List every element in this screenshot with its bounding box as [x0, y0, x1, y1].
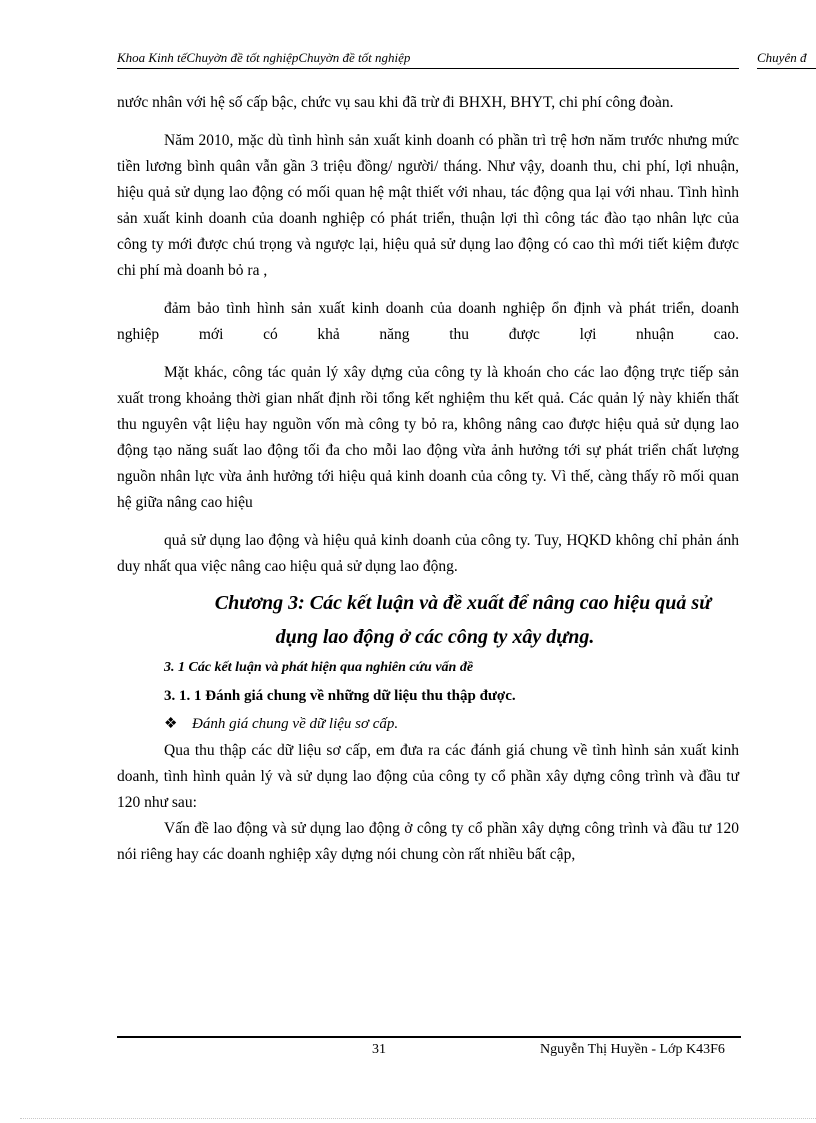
paragraph-7: Vấn đề lao động và sử dụng lao động ở công ty cổ phần xây dựng công trình và đầu tư 120 nói riêng hay các doanh nghiệp xây dựng nói chung còn rất nhiều bất cập,: [117, 820, 739, 863]
page-number: 31: [372, 1042, 386, 1057]
section-heading-3-1: 3. 1 Các kết luận và phát hiện qua nghiên cứu vấn đề: [164, 660, 474, 675]
chapter-title-line-1: Chương 3: Các kết luận và đề xuất để nâng cao hiệu quả sử: [214, 592, 712, 614]
bullet-item: [117, 710, 739, 738]
document-body: [117, 90, 739, 868]
header-left-text: Khoa Kinh tếChuyờn đề tốt nghiệpChuyờn đề tốt nghiệp: [117, 50, 411, 65]
header-rule: [117, 68, 739, 69]
bullet-text: Đánh giá chung về dữ liệu sơ cấp.: [192, 716, 399, 732]
paragraph-4: Mặt khác, công tác quản lý xây dựng của công ty là khoán cho các lao động trực tiếp sản xuất trong khoảng thời gian nhất định rồi tổng kết nghiệm thu kết quả. Các quản lý này khiến thất thu nguyên vật liệu hay nguồn vốn mà công ty bỏ ra, không nâng cao được hiệu quả sử dụng lao động tạo năng suất lao động tối đa cho mỗi lao động vừa ảnh hưởng tới sự phát triển chất lượng nguồn nhân lực vừa ảnh hưởng tới hiệu quả kinh doanh của công ty. Vì thế, càng thấy rõ mối quan hệ giữa nâng cao hiệu: [117, 364, 739, 511]
paragraph-3: đảm bảo tình hình sản xuất kinh doanh của doanh nghiệp ổn định và phát triển, doanh nghiệp mới có khả năng thu được lợi nhuận cao.: [117, 300, 739, 343]
chapter-title: [117, 586, 739, 654]
section-heading-3-1-1: 3. 1. 1 Đánh giá chung về những dữ liệu thu thập được.: [164, 688, 516, 704]
paragraph-5: quả sử dụng lao động và hiệu quả kinh doanh của công ty. Tuy, HQKD không chỉ phản ánh duy nhất qua việc nâng cao hiệu quả sử dụng lao động.: [117, 532, 739, 575]
paragraph-6: Qua thu thập các dữ liệu sơ cấp, em đưa ra các đánh giá chung về tình hình sản xuất kinh doanh, tình hình quản lý và sử dụng lao động của công ty cổ phần xây dựng công trình và đầu tư 120 như sau:: [117, 742, 739, 811]
header-rule-right: [757, 68, 816, 69]
paragraph-2: Năm 2010, mặc dù tình hình sản xuất kinh doanh có phần trì trệ hơn năm trước nhưng mức tiền lương bình quân vẫn gần 3 triệu đồng/ người/ tháng. Như vậy, doanh thu, chi phí, lợi nhuận, hiệu quả sử dụng lao động có mối quan hệ mật thiết với nhau, tác động qua lại với nhau. Tình hình sản xuất kinh doanh của doanh nghiệp có phát triển, thuận lợi thì công tác đào tạo nhân lực của công ty mới được chú trọng và ngược lại, hiệu quả sử dụng lao động có cao thì mới tiết kiệm được chi phí mà doanh bỏ ra ,: [117, 132, 739, 279]
header-right-text: Chuyên đ: [757, 50, 807, 65]
diamond-bullet-icon: ❖: [164, 716, 178, 732]
page-header: [117, 50, 816, 70]
footer-rule: [117, 1036, 741, 1038]
chapter-title-line-2: dụng lao động ở các công ty xây dựng.: [275, 626, 595, 648]
footer-author: Nguyễn Thị Huyền - Lớp K43F6: [540, 1042, 725, 1057]
page-bottom-border: [20, 1118, 816, 1119]
paragraph-1: nước nhân với hệ số cấp bậc, chức vụ sau khi đã trừ đi BHXH, BHYT, chi phí công đoàn.: [117, 94, 674, 111]
